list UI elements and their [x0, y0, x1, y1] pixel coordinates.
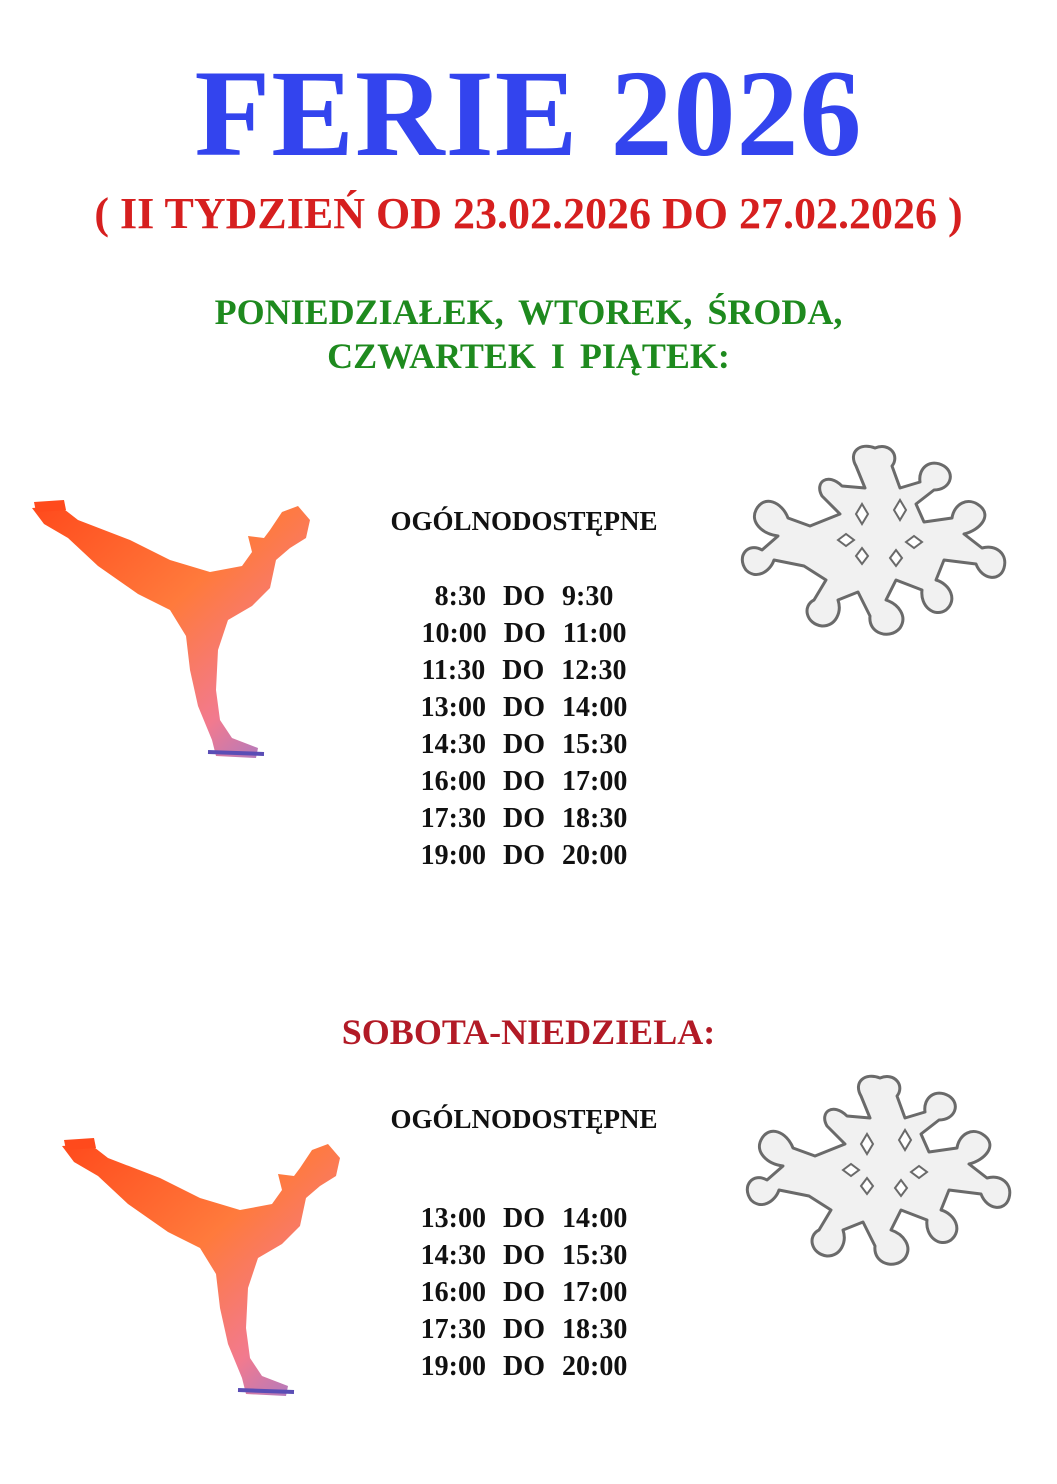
weekday-time-list	[324, 578, 724, 874]
weekend-session-label: OGÓLNODOSTĘPNE	[390, 1104, 658, 1134]
page-title: FERIE 2026	[194, 45, 863, 182]
time-slot: 8:30 DO 9:30	[434, 581, 614, 612]
time-slot: 13:00 DO 14:00	[420, 692, 628, 723]
weekend-time-list	[324, 1200, 724, 1385]
snowflake-icon	[735, 1060, 1025, 1290]
weekday-session-label: OGÓLNODOSTĘPNE	[390, 506, 658, 536]
time-slot: 14:30 DO 15:30	[420, 729, 628, 760]
time-slot: 16:00 DO 17:00	[420, 1277, 628, 1308]
time-slot: 11:30 DO 12:30	[421, 655, 627, 686]
time-slot: 17:30 DO 18:30	[420, 803, 628, 834]
time-slot: 17:30 DO 18:30	[420, 1314, 628, 1345]
time-slot: 19:00 DO 20:00	[420, 840, 628, 871]
time-slot: 19:00 DO 20:00	[420, 1351, 628, 1382]
time-slot: 14:30 DO 15:30	[420, 1240, 628, 1271]
date-range-subtitle: ( II TYDZIEŃ OD 23.02.2026 DO 27.02.2026 )	[94, 189, 963, 238]
snowflake-icon	[730, 430, 1020, 660]
ice-skater-icon	[50, 1128, 350, 1408]
time-slot: 10:00 DO 11:00	[421, 618, 627, 649]
time-slot: 16:00 DO 17:00	[420, 766, 628, 797]
weekdays-heading	[0, 290, 1057, 378]
weekend-heading: SOBOTA-NIEDZIELA:	[341, 1012, 716, 1052]
ice-skater-icon	[20, 490, 320, 770]
time-slot: 13:00 DO 14:00	[420, 1203, 628, 1234]
weekdays-heading-line1: PONIEDZIAŁEK, WTOREK, ŚRODA,	[214, 292, 843, 332]
weekdays-heading-line2: CZWARTEK I PIĄTEK:	[327, 336, 730, 376]
